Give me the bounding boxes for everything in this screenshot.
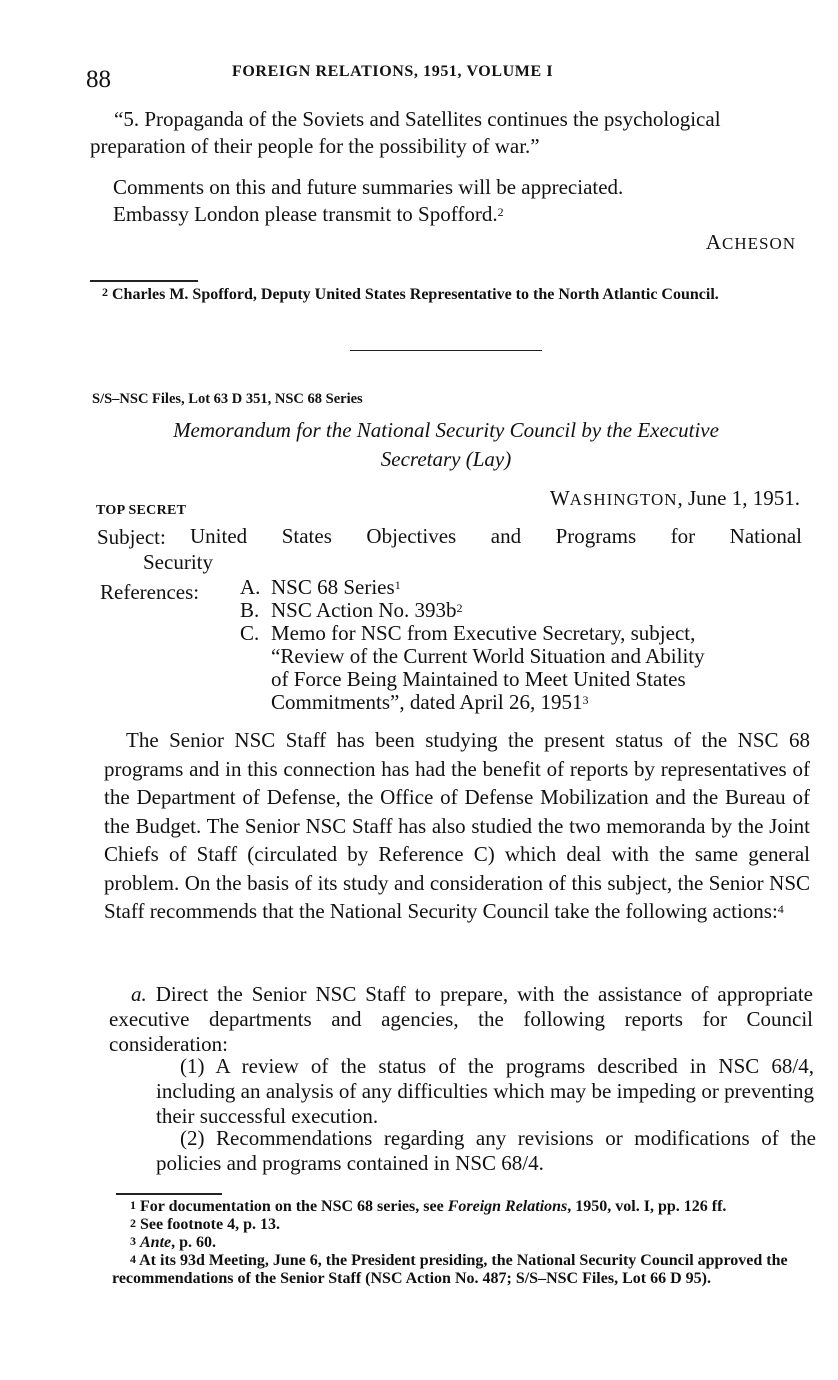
memo-title-line-2 [90,445,802,474]
memo-title [90,416,802,474]
reference-line [240,691,705,714]
footnote-spofford [88,284,798,305]
memo-title-line-1: Memorandum for the National Security Council by the Executive [173,418,719,442]
item-a-text: Direct the Senior NSC Staff to prepare, with the assistance of appropriate executive departments and agencies, the following reports for Council consideration: [109,982,813,1056]
comments-line-2-text: Embassy London please transmit to Spofford. [113,202,498,226]
signature-acheson [706,230,796,255]
footnote-text: Charles M. Spofford, Deputy United States Representative to the North Atlantic Council. [112,286,719,303]
section-divider [350,350,542,351]
footnote-mark: 4 [130,1252,136,1266]
footnote-3 [112,1234,820,1252]
footnote-italic: Foreign Relations [447,1198,568,1215]
footnotes [112,1198,820,1288]
reference-key: B. [240,598,260,622]
memo-title-part: Secretary ( [380,447,473,471]
reference-text [271,576,401,599]
reference-line: NSC Action No. 393b [271,598,457,622]
comments-line-2 [113,201,623,228]
dateline-city: ASHINGTON [569,490,678,509]
footnote-4 [112,1252,820,1288]
dateline-initial: W [549,486,570,510]
quoted-summary-paragraph: “5. Propaganda of the Soviets and Satellites continues the psychological preparation of their people for the possibility of war.” [90,107,721,158]
subject-text: United States Objectives and Programs for National [190,524,802,548]
references-label: References: [100,580,200,604]
footnote-1 [112,1198,820,1216]
subject-text-continued: Security [143,550,213,574]
footnote-mark: 3 [130,1234,136,1248]
footnote-ref-2: 2 [497,205,504,219]
main-paragraph-text: The Senior NSC Staff has been studying the present status of the NSC 68 programs and in this connection has had the benefit of reports by representatives of the Department of Defense, the Office of Defense Mobilization and the Bureau of the Budget. The Senior NSC Staff has also studied the two memoranda by the Joint Chiefs of Staff (circulated by Reference C) which deal with the same general problem. On the basis of its study and consideration of this subject, the Senior NSC Staff recommends that the National Security Council take the following actions: [104,728,810,923]
references-list [240,576,705,714]
reference-line: of Force Being Maintained to Meet United States [271,667,686,691]
footnote-ref-1: 1 [394,578,401,592]
page-number: 88 [86,66,111,93]
dateline-date: , June 1, 1951. [677,486,800,510]
signature-rest: CHESON [721,234,796,253]
comments-paragraph [113,174,623,228]
footnote-ref-2: 2 [456,601,463,615]
recommendation-a-2: (2) Recommendations regarding any revisions or modifications of the policies and programs contained in NSC 68/4. [156,1126,816,1175]
source-citation: S/S–NSC Files, Lot 63 D 351, NSC 68 Series [92,391,363,407]
footnote-mark: 2 [130,1216,136,1230]
footnote-italic: Ante [140,1234,172,1251]
main-paragraph [104,726,810,926]
recommendation-a-1: (1) A review of the status of the programs described in NSC 68/4, including an analysis of any difficulties which may be impeding or preventing their successful execution. [156,1054,814,1128]
footnote-text: At its 93d Meeting, June 6, the President presiding, the National Security Council approved the recommendations of the Senior Staff (NSC Action No. 487; S/S–NSC Files, Lot 66 D 95). [112,1252,788,1287]
footnote-rule [116,1193,222,1195]
footnote-rule [90,280,198,282]
footnote-text: , p. 60. [171,1234,217,1251]
memo-title-part: ) [504,447,512,471]
footnote-text: , 1950, vol. I, pp. 126 ff. [567,1198,727,1215]
classification-label: TOP SECRET [96,503,187,518]
footnote-mark: 2 [102,285,108,299]
comments-line-1: Comments on this and future summaries will be appreciated. [113,175,624,199]
reference-line: NSC 68 Series [271,575,395,599]
footnote-mark: 1 [130,1198,136,1212]
reference-text: Memo for NSC from Executive Secretary, subject, [271,621,696,645]
reference-key: A. [240,575,261,599]
reference-item [240,599,705,622]
footnote-2 [112,1216,820,1234]
reference-item [240,622,705,645]
footnote-ref-4: 4 [777,902,784,916]
subject-label: Subject: [97,525,166,549]
footnote-text: See footnote 4, p. 13. [140,1216,280,1233]
running-title: FOREIGN RELATIONS, 1951, VOLUME I [232,63,554,80]
footnote-ref-3: 3 [582,693,589,707]
memo-title-name: Lay [472,447,505,471]
reference-line: “Review of the Current World Situation and Ability [271,644,705,668]
footnote-text: For documentation on the NSC 68 series, see [140,1198,448,1215]
item-a-label: a. [131,982,147,1006]
reference-item [240,576,705,599]
reference-line-text: Commitments”, dated April 26, 1951 [271,690,583,714]
reference-key: C. [240,621,260,645]
signature-initial: A [705,230,722,254]
recommendation-a [109,982,813,1057]
dateline [550,486,800,511]
reference-text [271,599,463,622]
